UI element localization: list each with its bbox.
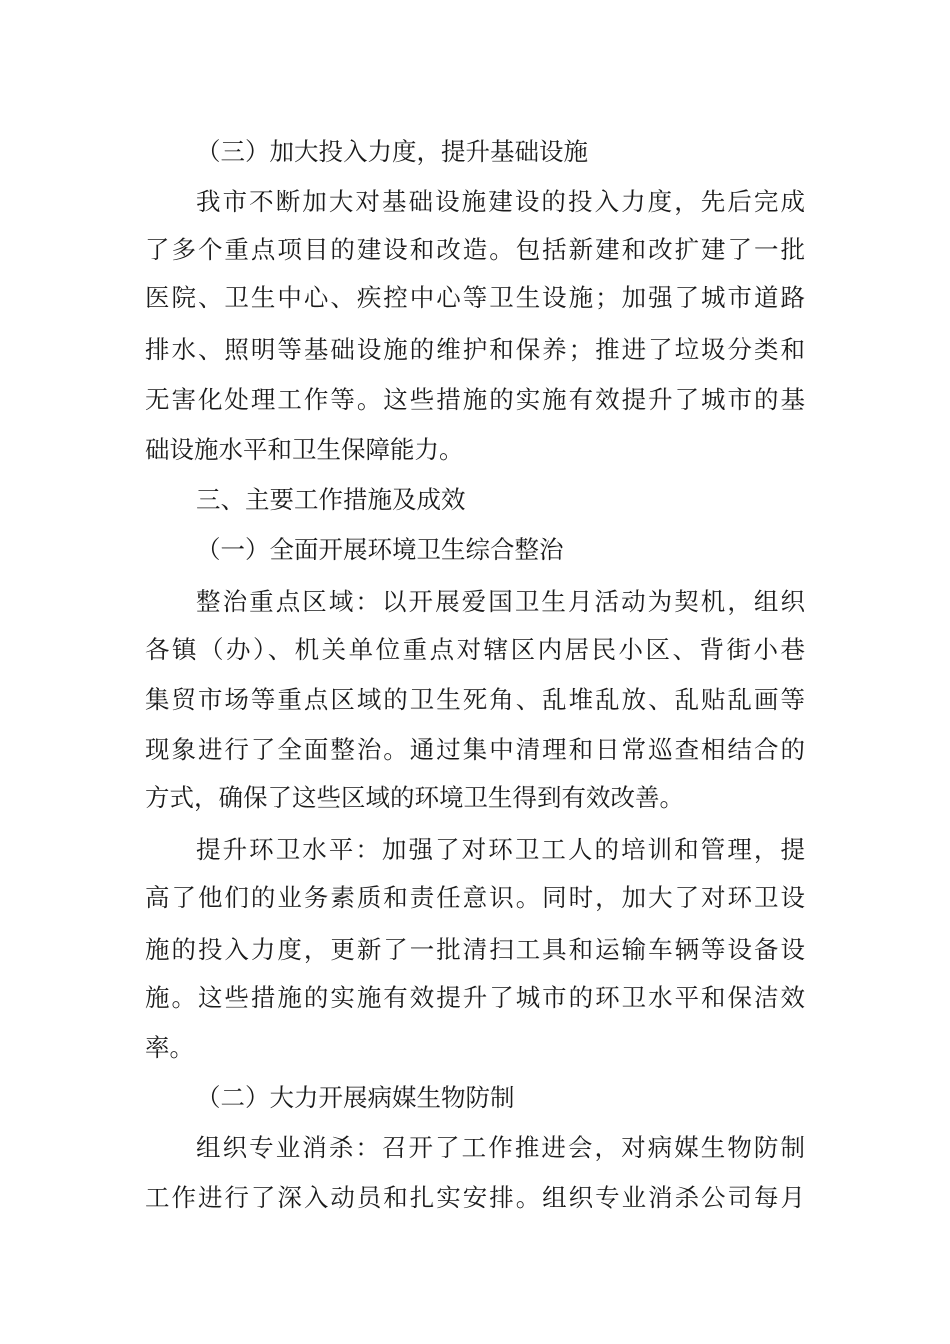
paragraph-line: 排水、照明等基础设施的维护和保养；推进了垃圾分类和	[145, 335, 805, 364]
paragraph-line: 我市不断加大对基础设施建设的投入力度，先后完成	[196, 187, 805, 216]
section-heading-1: （一）全面开展环境卫生综合整治	[196, 535, 564, 564]
paragraph-line: 施。这些措施的实施有效提升了城市的环卫水平和保洁效	[145, 983, 805, 1012]
paragraph-line: 医院、卫生中心、疾控中心等卫生设施；加强了城市道路	[145, 283, 805, 312]
paragraph-line: 了多个重点项目的建设和改造。包括新建和改扩建了一批	[145, 235, 805, 264]
paragraph-line: 方式，确保了这些区域的环境卫生得到有效改善。	[145, 783, 684, 812]
section-heading-2: （二）大力开展病媒生物防制	[196, 1083, 515, 1112]
paragraph-line: 各镇（办）、机关单位重点对辖区内居民小区、背街小巷	[145, 635, 805, 664]
section-heading-3: （三）加大投入力度，提升基础设施	[196, 137, 588, 166]
paragraph-line: 提升环卫水平：加强了对环卫工人的培训和管理，提	[196, 835, 805, 864]
paragraph-line: 础设施水平和卫生保障能力。	[145, 435, 464, 464]
paragraph-line: 无害化处理工作等。这些措施的实施有效提升了城市的基	[145, 385, 805, 414]
paragraph-line: 率。	[145, 1033, 194, 1062]
chapter-heading: 三、主要工作措施及成效	[196, 485, 466, 514]
paragraph-line: 组织专业消杀：召开了工作推进会，对病媒生物防制	[196, 1133, 805, 1162]
paragraph-line: 集贸市场等重点区域的卫生死角、乱堆乱放、乱贴乱画等	[145, 685, 805, 714]
paragraph-line: 现象进行了全面整治。通过集中清理和日常巡查相结合的	[145, 735, 805, 764]
paragraph-line: 整治重点区域：以开展爱国卫生月活动为契机，组织	[196, 587, 805, 616]
paragraph-line: 高了他们的业务素质和责任意识。同时，加大了对环卫设	[145, 883, 805, 912]
paragraph-line: 工作进行了深入动员和扎实安排。组织专业消杀公司每月	[145, 1183, 805, 1212]
paragraph-line: 施的投入力度，更新了一批清扫工具和运输车辆等设备设	[145, 935, 805, 964]
